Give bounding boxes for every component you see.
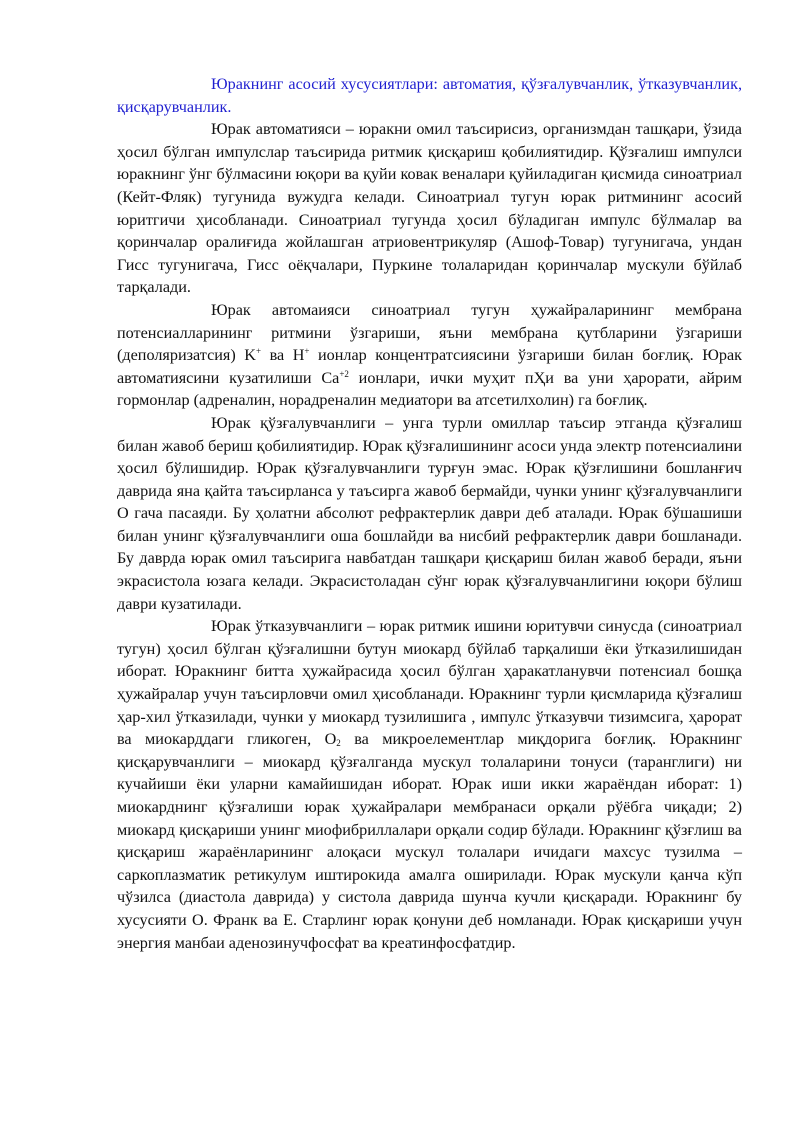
paragraph-excitability: Юрак қўзғалувчанлиги – унга турли омиллар таъсир этганда қўзғалиш билан жавоб бериш қобилиятидир. Юрак қўзғалишининг асоси унда электр потенсиалини ҳосил бўлишидир. Юрак қўзғалувчанлиги турғун эмас. Юрак қўзғлишини бошланғич даврида яна қайта таъсирланса у таъсирга жавоб бермайди, чунки унинг қўзғалувчанлиги О гача пасаяди. Бу ҳолатни абсолют рефрактерлик даври деб аталади. Юрак бўшашиши билан унинг қўзғалувчанлиги оша бошлайди ва нисбий рефрактерлик даври бошланади. Бу даврда юрак омил таъсирига навбатдан ташқари қисқариш билан жавоб беради, яъни экрасистола юзага келади. Экрасистоладан сўнг юрак қўзғалувчанлигини юқори бўлиш даври кузатилади.: [117, 413, 742, 613]
document-page: [117, 73, 742, 954]
subscript: 2: [336, 738, 341, 749]
paragraph-automaticity: Юрак автоматияси – юракни омил таъсирисиз, организмдан ташқари, ўзида ҳосил бўлган импулслар таъсирида ритмик қисқариш қобилиятидир. Қўзғалиш импулси юракнинг ўнг бўлмасини юқори ва қуйи ковак веналари қуйиладиган қисмида синоатриал (Кейт-Фляк) тугунида вужудга келади. Синоатриал тугун юрак ритмининг асосий юритгичи ҳисобланади. Синоатриал тугунда ҳосил бўладиган импулс бўлмалар ва қоринчалар оралиғида жойлашган атриовентрикуляр (Ашоф-Товар) тугунигача, ундан Гисс тугунигача, Гисс оёқчалари, Пуркине толаларидан қоринчалар мускули бўйлаб тарқалади.: [117, 120, 742, 297]
paragraph-ion-dependence: [117, 299, 742, 412]
paragraph-conductivity: [117, 615, 742, 954]
section-heading: Юракнинг асосий хусусиятлари: автоматия, қўзғалувчанлик, ўтказувчанлик, қисқарувчанлик.: [117, 75, 742, 116]
text-span: ионлари, ички муҳит пҲи ва уни ҳарорати, айрим гормонлар (адреналин, норадреналин медиатори ва атсетилхолин) га боғлиқ.: [117, 368, 742, 410]
text-span: ионлар концентратсиясини ўзгариши билан боғлиқ. Юрак автоматиясини кузатилиши Ca: [117, 346, 742, 387]
superscript: +: [255, 346, 262, 357]
text-span: ва микроелементлар миқдорига боғлиқ. Юракнинг қисқарувчанлиги – миокард қўзғалганда мускул толаларини тонуси (таранглиги) ни кучайиши ёки уларни камайишидан иборат. Юрак иши икки жараёндан иборат: 1) миокарднинг қўзғалиши юрак ҳужайралари мембранаси орқали рўёбга чиқади; 2) миокард қисқариши унинг миофибриллалари орқали содир бўлади. Юракнинг қўзғлиш ва қисқариш жараёнларининг алоқаси мускул толалари ичидаги махсус тузилма – саркоплазматик ретикулум иштирокида амалга оширилади. Юрак мускули қанча кўп чўзилса (диастола даврида) у систола даврида шунча кучли қисқаради. Юракнинг бу хусусияти О. Франк ва Е. Старлинг юрак қонуни деб номланади. Юрак қисқариши учун энергия манбаи аденозинучфосфат ва креатинфосфатдир.: [117, 730, 742, 952]
superscript: +: [304, 346, 310, 357]
text-span: Юрак ўтказувчанлиги – юрак ритмик ишини юритувчи синусда (синоатриал тугун) ҳосил бўлган қўзғалишни бутун миокард бўйлаб тарқалиши ёки ўтказилишидан иборат. Юракнинг битта ҳужайрасида ҳосил бўлган ҳаракатланувчи потенсиал бошқа ҳужайралар учун таъсирловчи омил ҳисобланади. Юракнинг турли қисмларида қўзғалиш ҳар-хил ўтказилади, чунки у миокард тузилишига , импулс ўтказувчи тизимсига, ҳарорат ва миокарддаги гликоген, O: [117, 617, 742, 749]
superscript: +2: [339, 368, 349, 379]
text-span: ва H: [261, 346, 305, 365]
text-span: Юрак автомаияси синоатриал тугун ҳужайраларининг мембрана потенсиалларининг ритмини ўзгариши, яъни мембрана қутбларини ўзгариши (деполяризатсия) K: [117, 300, 742, 365]
